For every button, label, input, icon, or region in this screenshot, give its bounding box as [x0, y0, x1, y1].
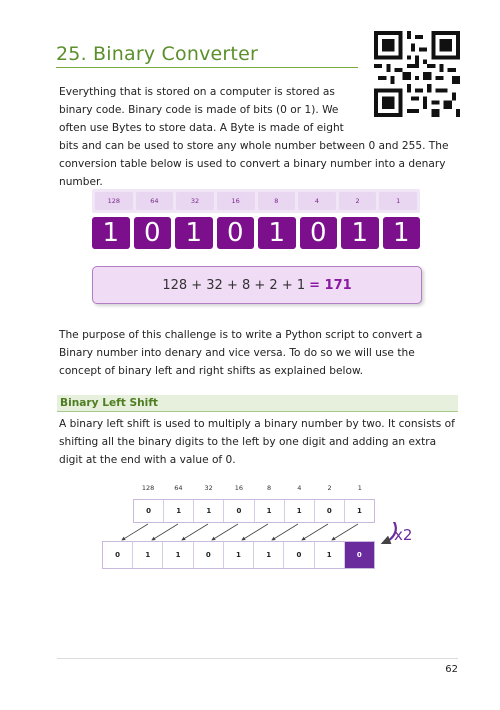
bit-cell: 0: [224, 500, 254, 522]
digit-cell: 1: [175, 217, 213, 249]
multiplier-label: x2: [394, 526, 413, 544]
bit-cell: 1: [357, 507, 362, 515]
bit-cell: 1: [255, 500, 285, 522]
shift-weight: 2: [327, 484, 332, 492]
shift-arrow: [302, 524, 328, 540]
weight-cell: 8: [258, 192, 296, 210]
bit-cell: 1: [164, 500, 194, 522]
section-heading: Binary Left Shift: [57, 395, 458, 412]
page-title: 25. Binary Converter: [56, 43, 258, 65]
intro-paragraph-continued: bits and can be used to store any whole number between 0 and 255. The conversion table below is used to convert a binary number into a denary number.: [59, 140, 449, 188]
bit-cell: 0: [194, 542, 224, 568]
shift-arrow: [152, 524, 178, 540]
sum-result: = 171: [309, 277, 352, 293]
shift-weights-row: [133, 484, 375, 492]
digits-row: [92, 217, 420, 249]
bit-cell: 1: [194, 500, 224, 522]
shift-arrow: [212, 524, 238, 540]
intro-paragraph: Everything that is stored on a computer is stored as binary code. Binary code is made of bits (0 or 1). We often use Bytes to store data. A Byte is made of eight: [59, 86, 344, 134]
shift-weight: 32: [204, 484, 213, 492]
bit-cell: 1: [163, 542, 193, 568]
digit-cell: 1: [258, 217, 296, 249]
digit-cell: 1: [92, 217, 130, 249]
weight-cell: 64: [136, 192, 174, 210]
bit-cell: 1: [254, 542, 284, 568]
shift-arrow: [332, 524, 358, 540]
shift-weight: 64: [174, 484, 183, 492]
bit-cell: 1: [285, 500, 315, 522]
shift-weight: 8: [267, 484, 272, 492]
left-shift-paragraph: A binary left shift is used to multiply a binary number by two. It consists of shifting all the binary digits to the left by one digit and adding an extra digit at the end with a value of 0.: [59, 418, 455, 466]
digit-cell: 0: [217, 217, 255, 249]
sum-box: [92, 266, 422, 304]
bit-cell: 1: [315, 542, 345, 568]
new-bit-cell: 0: [345, 542, 374, 568]
bit-cell: 0: [315, 500, 345, 522]
bit-cell: 1: [133, 542, 163, 568]
shift-weight: 1: [357, 484, 362, 492]
bit-cell: 0: [284, 542, 314, 568]
digit-cell: 1: [341, 217, 379, 249]
shift-arrow: [242, 524, 268, 540]
shift-after-row: [102, 541, 375, 569]
digit-cell: 1: [383, 217, 421, 249]
bit-cell: 0: [103, 542, 133, 568]
shift-arrow: [122, 524, 148, 540]
purpose-paragraph: The purpose of this challenge is to write a Python script to convert a Binary number into denary and vice versa. To do so we will use the concept of binary left and right shifts as explained below.: [59, 329, 423, 377]
weight-cell: 4: [298, 192, 336, 210]
shift-arrow: [272, 524, 298, 540]
weight-cell: 1: [379, 192, 417, 210]
weight-cell: 128: [95, 192, 133, 210]
footer-divider: [57, 658, 458, 659]
shift-before-row: [133, 499, 375, 523]
weight-cell: 2: [339, 192, 377, 210]
bit-cell: 1: [224, 542, 254, 568]
shift-weight: 128: [141, 484, 155, 492]
sum-expression: 128 + 32 + 8 + 2 + 1: [162, 277, 306, 293]
digit-cell: 0: [134, 217, 172, 249]
shift-weight: 16: [234, 484, 244, 492]
page-number: 62: [445, 664, 458, 675]
shift-arrow: [182, 524, 208, 540]
qr-code: [374, 31, 460, 117]
bit-cell: 0: [134, 500, 164, 522]
weights-row: [92, 189, 420, 213]
digit-cell: 0: [300, 217, 338, 249]
weight-cell: 16: [217, 192, 255, 210]
weight-cell: 32: [176, 192, 214, 210]
shift-weight: 4: [297, 484, 302, 492]
title-underline: [56, 67, 358, 68]
conversion-table: [92, 189, 420, 249]
